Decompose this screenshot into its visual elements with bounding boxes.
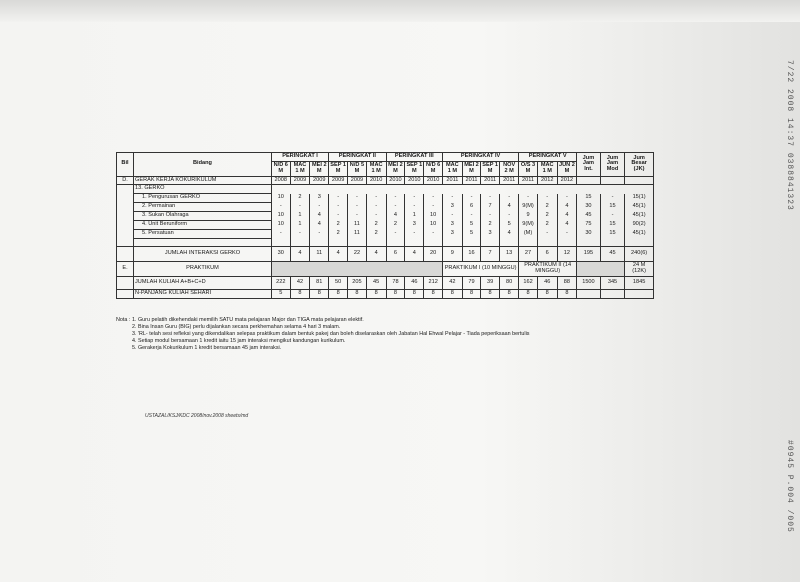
gerko-cell: - [481, 212, 500, 221]
jumlah-gerko-row [117, 247, 654, 262]
gerko-cell: 10 [424, 212, 443, 221]
gerko-cell: (M) [519, 229, 537, 238]
gerko-cell: - [366, 194, 386, 203]
gerko-cell: 1 [290, 220, 310, 229]
panjang-cell: 8 [366, 289, 386, 298]
gerko-int: 45 [577, 212, 601, 221]
month-cell: MEI 2 M [462, 161, 480, 176]
year-cell: 2011 [481, 176, 500, 185]
gerko-cell: - [462, 212, 480, 221]
panjang-cell: 8 [557, 289, 576, 298]
gerko-cell: 4 [557, 212, 576, 221]
gerko-int: 30 [577, 203, 601, 212]
gerko-cell: - [272, 203, 291, 212]
gerko-cell: 9(M) [519, 220, 537, 229]
kuliah-cell-summary: 1845 [625, 276, 654, 289]
month-cell: NOV 2 M [500, 161, 519, 176]
year-cell: 2011 [500, 176, 519, 185]
gerko-mod: 15 [600, 229, 624, 238]
gerko-cell: 10 [424, 220, 443, 229]
gerko-row [117, 220, 654, 229]
gerko-cell: - [272, 229, 291, 238]
month-cell: MEI 2 M [386, 161, 405, 176]
gerko-cell: - [424, 229, 443, 238]
month-cell: O/S 3 M [519, 161, 537, 176]
gerko-cell: - [500, 212, 519, 221]
jumlah-cell-summary: 240(6) [625, 247, 654, 262]
gerko-cell: 7 [481, 203, 500, 212]
col-jum-mod: Jum Jam Mod [600, 153, 624, 177]
gerko-cell: 6 [462, 203, 480, 212]
gerko-cell: 11 [348, 220, 367, 229]
kuliah-cell: 46 [405, 276, 424, 289]
gerko-total: 15(1) [625, 194, 654, 203]
gerko-cell: - [310, 229, 329, 238]
panjang-cell: 5 [272, 289, 291, 298]
praktikum-1: PRAKTIKUM I (10 MINGGU) [442, 261, 518, 276]
year-cell: 2012 [537, 176, 557, 185]
gerko-cell: - [442, 212, 462, 221]
panjang-cell: 8 [500, 289, 519, 298]
gerko-cell: - [557, 194, 576, 203]
kuliah-cell: 79 [462, 276, 480, 289]
gerko-cell: - [519, 194, 537, 203]
gerko-int: 75 [577, 220, 601, 229]
gerko-cell: - [310, 203, 329, 212]
year-cell: 2012 [557, 176, 576, 185]
kuliah-cell: 45 [366, 276, 386, 289]
col-jum-besar: Jum Besar (JK) [625, 153, 654, 177]
subsection-title: 13. GERKO [134, 185, 272, 194]
gerko-cell: - [290, 229, 310, 238]
year-cell: 2008 [272, 176, 291, 185]
panjang-cell: 8 [462, 289, 480, 298]
gerko-cell: - [405, 229, 424, 238]
year-cell: 2011 [442, 176, 462, 185]
panjang-label: N-PANJANG KULIAH SEHARI [134, 289, 272, 298]
praktikum-title: PRAKTIKUM [134, 261, 272, 276]
gerko-cell: 9 [519, 212, 537, 221]
gerko-cell: 9(M) [519, 203, 537, 212]
gerko-cell: 4 [557, 220, 576, 229]
month-cell: MAC 1 M [366, 161, 386, 176]
scan-edge [0, 0, 800, 22]
gerko-mod: - [600, 194, 624, 203]
kuliah-cell-summary: 1500 [577, 276, 601, 289]
kuliah-cell: 42 [290, 276, 310, 289]
gerko-cell: - [386, 229, 405, 238]
jumlah-cell: 6 [537, 247, 557, 262]
jumlah-cell-summary: 195 [577, 247, 601, 262]
gerko-cell: 1 [290, 212, 310, 221]
gerko-cell: - [537, 229, 557, 238]
gerko-cell: 3 [405, 220, 424, 229]
gerko-int: 30 [577, 229, 601, 238]
kuliah-cell: 78 [386, 276, 405, 289]
gerko-cell: 2 [537, 220, 557, 229]
jumlah-cell: 13 [500, 247, 519, 262]
jumlah-cell-summary: 45 [600, 247, 624, 262]
gerko-cell: 2 [386, 220, 405, 229]
col-jum-int: Jum Jam Int. [577, 153, 601, 177]
gerko-cell: - [386, 203, 405, 212]
panjang-cell: 8 [386, 289, 405, 298]
gerko-cell: 2 [537, 203, 557, 212]
gerko-cell: 4 [310, 212, 329, 221]
jumlah-cell: 30 [272, 247, 291, 262]
year-cell: 2011 [519, 176, 537, 185]
gerko-cell: 11 [348, 229, 367, 238]
panjang-cell: 8 [290, 289, 310, 298]
gerko-cell: 2 [366, 220, 386, 229]
gerko-cell: 3 [442, 203, 462, 212]
year-cell: 2009 [290, 176, 310, 185]
gerko-total: 45(1) [625, 203, 654, 212]
gerko-cell: 3 [442, 229, 462, 238]
gerko-total: 45(1) [625, 229, 654, 238]
gerko-cell: - [462, 194, 480, 203]
gerko-row-label: 3. Sukan Olahraga [134, 212, 272, 221]
kuliah-cell: 222 [272, 276, 291, 289]
gerko-int: 15 [577, 194, 601, 203]
gerko-cell: - [500, 194, 519, 203]
gerko-cell: 2 [537, 212, 557, 221]
peringkat-1: PERINGKAT I [272, 153, 329, 162]
footer-reference: USTAZAL/KSJ/KDC 2008/nov.2008 sheets/md [145, 413, 249, 419]
jumlah-cell: 4 [366, 247, 386, 262]
jumlah-kuliah-label: JUMLAH KULIAH A+B+C+D [134, 276, 272, 289]
jumlah-gerko-label: JUMLAH INTERAKSI GERKO [134, 247, 272, 262]
gerko-cell: - [557, 229, 576, 238]
gerko-cell: - [329, 194, 348, 203]
panjang-cell: 8 [442, 289, 462, 298]
note-item: 3. 'RL- telah sesi refleksi yang dikendalikan selepas praktikum dalam bentuk pakej dan boleh diselaraskan oleh Jabatan Hal Ehwal Pelajar - Tiada peperiksaan bertulis [132, 331, 530, 337]
peringkat-4: PERINGKAT IV [442, 153, 518, 162]
gerko-rows [117, 185, 654, 247]
jumlah-cell: 22 [348, 247, 367, 262]
gerko-total: 45(1) [625, 212, 654, 221]
year-cell: 2010 [405, 176, 424, 185]
month-cell: MAC 1 M [290, 161, 310, 176]
panjang-cell: 8 [519, 289, 537, 298]
year-cell: 2010 [424, 176, 443, 185]
year-cell: 2010 [366, 176, 386, 185]
gerko-cell: - [442, 194, 462, 203]
gerko-cell: 4 [557, 203, 576, 212]
month-cell: MAC 1 M [537, 161, 557, 176]
gerko-row-label: 2. Permainan [134, 203, 272, 212]
gerko-cell: 2 [329, 229, 348, 238]
gerko-cell: 3 [481, 229, 500, 238]
month-cell: N/D 6 M [424, 161, 443, 176]
section-title: GERAK KERJA KOKURIKULUM [134, 176, 272, 185]
kuliah-cell: 212 [424, 276, 443, 289]
gerko-cell: - [481, 194, 500, 203]
gerko-cell: 2 [290, 194, 310, 203]
section-bil: D. [117, 176, 134, 185]
month-cell: MEI 2 M [310, 161, 329, 176]
gerko-cell: 4 [386, 212, 405, 221]
gerko-row [117, 194, 654, 203]
gerko-cell: 3 [442, 220, 462, 229]
gerko-row [117, 212, 654, 221]
section-e-bil: E. [117, 261, 134, 276]
gerko-cell: - [405, 194, 424, 203]
gerko-cell: - [386, 194, 405, 203]
praktikum-2: PRAKTIKUM II (14 MINGGU) [519, 261, 577, 276]
kuliah-cell: 205 [348, 276, 367, 289]
curriculum-table [116, 152, 654, 299]
kuliah-cell: 88 [557, 276, 576, 289]
gerko-cell: 2 [481, 220, 500, 229]
note-item: 4. Setiap modul bersamaan 1 kredit iaitu 15 jam interaksi mengikut kandungan kurikulum. [132, 338, 346, 344]
col-bidang: Bidang [134, 153, 272, 177]
gerko-cell: - [366, 203, 386, 212]
fax-header-text: 7/22 2008 14:37 0388841323 [785, 60, 794, 211]
col-bil: Bil [117, 153, 134, 177]
gerko-cell: 5 [462, 229, 480, 238]
jumlah-cell: 27 [519, 247, 537, 262]
panjang-cell: 8 [310, 289, 329, 298]
gerko-cell: 10 [272, 212, 291, 221]
year-cell: 2009 [329, 176, 348, 185]
gerko-cell: - [405, 203, 424, 212]
panjang-cell: 8 [348, 289, 367, 298]
jumlah-cell: 11 [310, 247, 329, 262]
gerko-cell: 4 [500, 203, 519, 212]
gerko-cell: - [290, 203, 310, 212]
gerko-cell: 2 [366, 229, 386, 238]
panjang-cell: 8 [481, 289, 500, 298]
praktikum-total: 24 M (12K) [625, 261, 654, 276]
jumlah-cell: 6 [386, 247, 405, 262]
kuliah-cell: 50 [329, 276, 348, 289]
gerko-mod: 15 [600, 203, 624, 212]
jumlah-cell: 16 [462, 247, 480, 262]
gerko-cell: - [348, 212, 367, 221]
panjang-cell: 8 [537, 289, 557, 298]
jumlah-cell: 4 [405, 247, 424, 262]
year-cell: 2010 [386, 176, 405, 185]
gerko-mod: 15 [600, 220, 624, 229]
panjang-cell: 8 [329, 289, 348, 298]
panjang-cell: 8 [405, 289, 424, 298]
gerko-cell: 5 [462, 220, 480, 229]
month-cell: SEP 1 M [405, 161, 424, 176]
praktikum-row [117, 261, 654, 276]
note-item: 1. Guru pelatih dikehendaki memilih SATU mata pelajaran Major dan TIGA mata pelajaran elektif. [132, 317, 364, 323]
jumlah-cell: 4 [290, 247, 310, 262]
jumlah-cell: 4 [329, 247, 348, 262]
kuliah-cell-summary: 345 [600, 276, 624, 289]
gerko-mod: - [600, 212, 624, 221]
gerko-row-label: 4. Unit Beruniform [134, 220, 272, 229]
kuliah-cell: 80 [500, 276, 519, 289]
gerko-cell: - [329, 212, 348, 221]
gerko-cell: 3 [310, 194, 329, 203]
notes-block [116, 317, 656, 352]
gerko-row-label: 1. Pengurusan GERKO [134, 194, 272, 203]
peringkat-3: PERINGKAT III [386, 153, 442, 162]
kuliah-cell: 162 [519, 276, 537, 289]
month-cell: SEP 1 M [481, 161, 500, 176]
gerko-cell: - [329, 203, 348, 212]
panjang-row [117, 289, 654, 298]
gerko-row [117, 229, 654, 238]
gerko-cell: 2 [329, 220, 348, 229]
jumlah-kuliah-row [117, 276, 654, 289]
kuliah-cell: 46 [537, 276, 557, 289]
gerko-cell: - [537, 194, 557, 203]
gerko-row [117, 203, 654, 212]
panjang-cell: 8 [424, 289, 443, 298]
gerko-cell: 5 [500, 220, 519, 229]
note-item: 2. Bina Insan Guru (BIG) perlu dijalankan secara perkhemahan selama 4 hari 3 malam. [132, 324, 341, 330]
fax-page-text: #0945 P.004 /005 [785, 440, 794, 533]
year-cell: 2009 [348, 176, 367, 185]
jumlah-cell: 7 [481, 247, 500, 262]
jumlah-cell: 12 [557, 247, 576, 262]
kuliah-cell: 42 [442, 276, 462, 289]
jumlah-cell: 9 [442, 247, 462, 262]
peringkat-5: PERINGKAT V [519, 153, 577, 162]
month-cell: JUN 2 M [557, 161, 576, 176]
month-cell: MAC 1 M [442, 161, 462, 176]
year-cell: 2009 [310, 176, 329, 185]
gerko-cell: 10 [272, 220, 291, 229]
month-cell: N/D 5 M [348, 161, 367, 176]
month-cell: N/D 6 M [272, 161, 291, 176]
gerko-cell: - [366, 212, 386, 221]
gerko-cell: - [348, 194, 367, 203]
jumlah-cell: 20 [424, 247, 443, 262]
gerko-total: 90(2) [625, 220, 654, 229]
gerko-cell: 4 [500, 229, 519, 238]
gerko-cell: 10 [272, 194, 291, 203]
year-cell: 2011 [462, 176, 480, 185]
note-item: 5. Gerakerja Kokurikulum 1 kredit bersamaan 45 jam interaksi. [132, 345, 282, 351]
notes-label: Nota : [116, 317, 131, 323]
gerko-cell: - [348, 203, 367, 212]
gerko-cell: 1 [405, 212, 424, 221]
years-row [117, 176, 654, 185]
gerko-cell: - [424, 203, 443, 212]
gerko-cell: - [424, 194, 443, 203]
kuliah-cell: 81 [310, 276, 329, 289]
peringkat-2: PERINGKAT II [329, 153, 387, 162]
kuliah-cell: 39 [481, 276, 500, 289]
gerko-row-label: 5. Persatuan [134, 229, 272, 238]
month-cell: SEP 1 M [329, 161, 348, 176]
gerko-cell: 4 [310, 220, 329, 229]
